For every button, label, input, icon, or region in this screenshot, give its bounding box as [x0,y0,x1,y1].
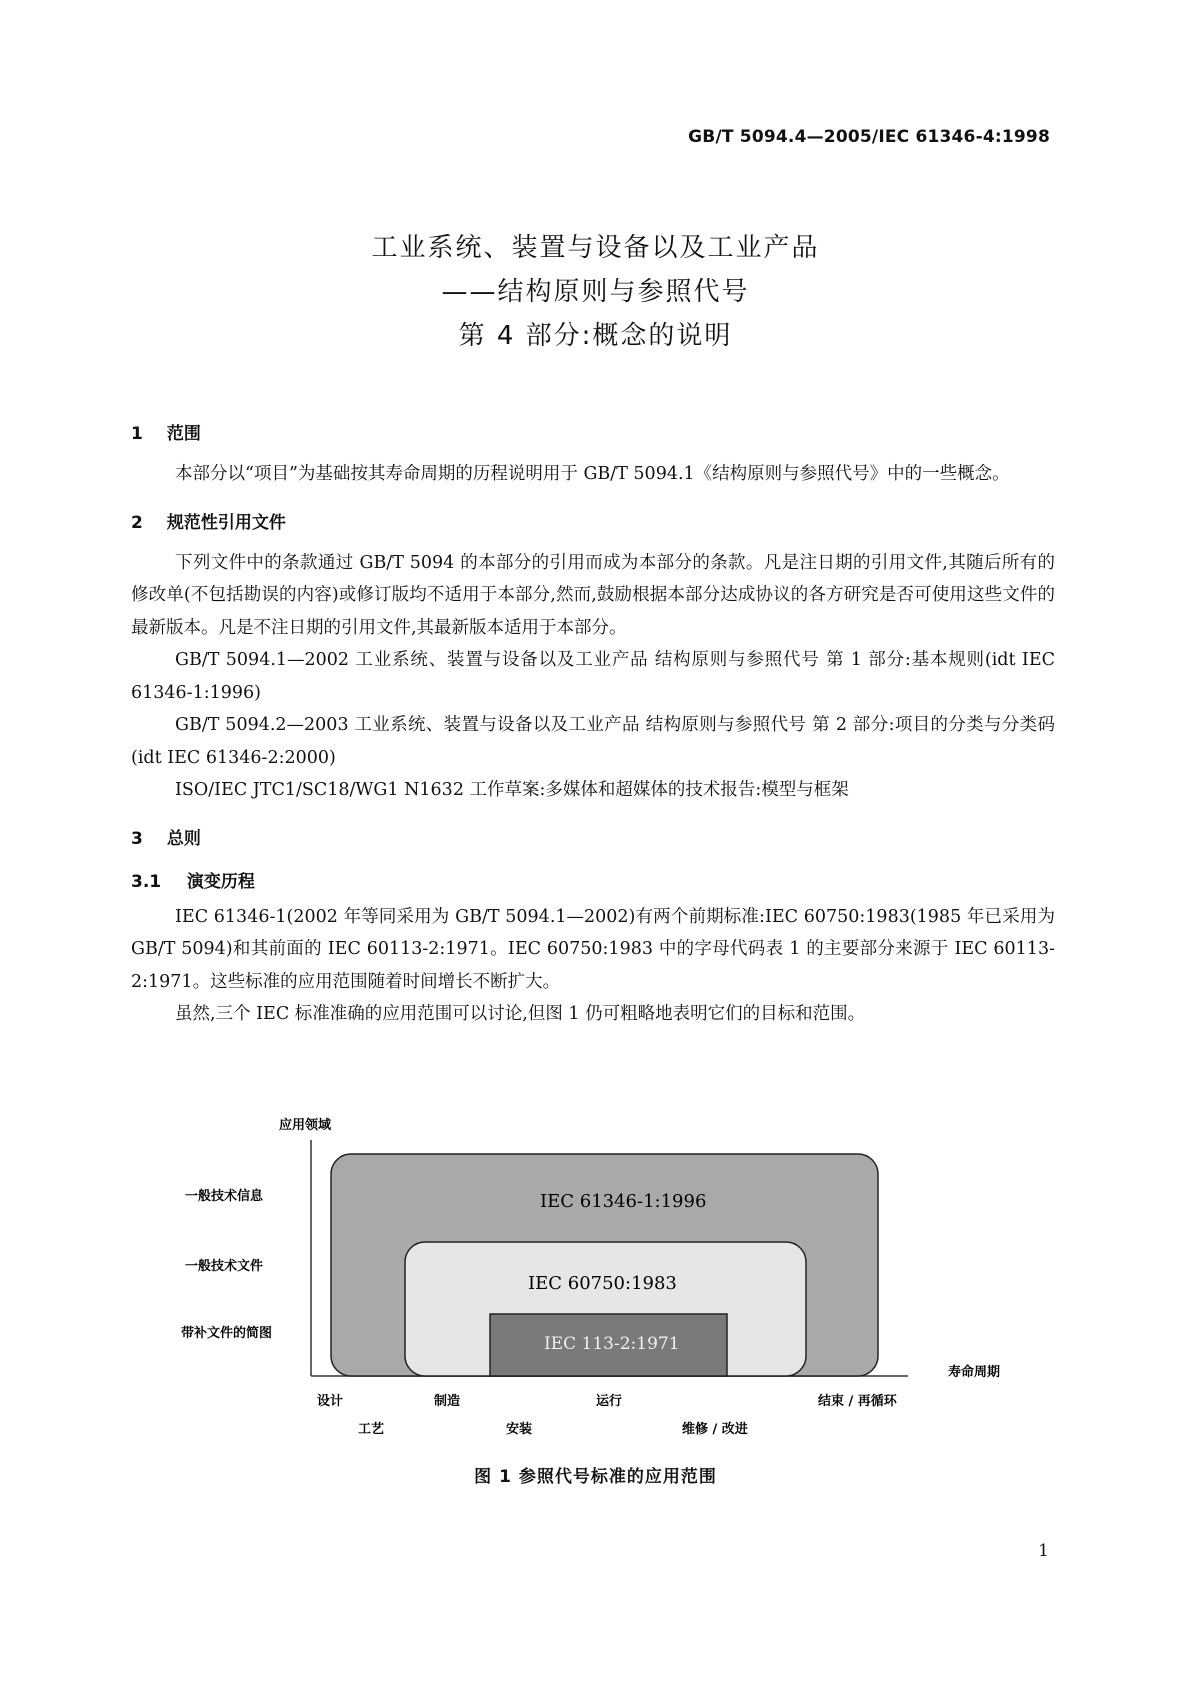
lifecycle-phase-label: 安装 [506,1422,533,1437]
lifecycle-phase-label: 制造 [434,1394,461,1409]
section-3-1-heading [131,863,1055,901]
y-axis-label: 应用领域 [279,1118,332,1133]
lifecycle-phase-label: 运行 [596,1394,623,1409]
section-number: 1 [131,424,143,444]
section-1-paragraph: 本部分以“项目”为基础按其寿命周期的历程说明用于 GB/T 5094.1《结构原则与参照代号》中的一些概念。 [175,464,1010,484]
x-axis-label: 寿命周期 [948,1365,1001,1380]
section-number: 2 [131,512,143,533]
normative-reference: GB/T 5094.1—2002 工业系统、装置与设备以及工业产品 结构原则与参照代号 第 1 部分:基本规则(idt IEC 61346-1:1996) [131,650,1055,703]
lifecycle-phase-label: 设计 [317,1394,344,1409]
lifecycle-phase-label: 结束 / 再循环 [818,1394,897,1409]
figure-caption: 图 1 参照代号标准的应用范围 [474,1467,717,1487]
document-body [131,410,1055,1031]
title-line-1: 工业系统、装置与设备以及工业产品 [371,233,820,263]
section-title: 范围 [166,424,201,444]
iec-61346-1-label: IEC 61346-1:1996 [540,1191,707,1212]
section-2-heading [131,499,1055,547]
document-title [0,226,1191,358]
section-number: 3 [131,828,143,849]
title-line-2: ——结构原则与参照代号 [441,277,750,307]
scope-diagram [0,1100,1191,1500]
normative-reference: GB/T 5094.2—2003 工业系统、装置与设备以及工业产品 结构原则与参照代号 第 2 部分:项目的分类与分类码(idt IEC 61346-2:2000) [131,715,1055,768]
lifecycle-phase-label: 工艺 [358,1422,385,1437]
page-number: 1 [1038,1541,1049,1561]
figure-1 [0,1100,1191,1500]
normative-reference: ISO/IEC JTC1/SC18/WG1 N1632 工作草案:多媒体和超媒体的技术报告:模型与框架 [175,780,849,800]
standard-header: GB/T 5094.4—2005/IEC 61346-4:1998 [688,127,1050,147]
section-title: 总则 [166,828,201,849]
section-2-paragraph: 下列文件中的条款通过 GB/T 5094 的本部分的引用而成为本部分的条款。凡是注日期的引用文件,其随后所有的修改单(不包括勘误的内容)或修订版均不适用于本部分,然而,鼓励根据本部分达成协议的各方研究是否可使用这些文件的最新版本。凡是不注日期的引用文件,其最新版本适用于本部分。 [131,552,1055,638]
y-level-label: 一般技术文件 [185,1259,264,1274]
section-title: 演变历程 [186,871,255,892]
section-3-1-paragraph: 虽然,三个 IEC 标准准确的应用范围可以讨论,但图 1 仍可粗略地表明它们的目标和范围。 [175,1004,866,1024]
iec-60750-label: IEC 60750:1983 [528,1273,677,1294]
section-title: 规范性引用文件 [166,512,286,533]
y-level-label: 一般技术信息 [185,1189,264,1204]
title-line-3: 第 4 部分:概念的说明 [458,321,733,351]
section-1-heading [131,410,1055,458]
section-number: 3.1 [131,871,162,892]
iec-113-2-label: IEC 113-2:1971 [544,1334,680,1354]
section-3-heading [131,815,1055,863]
section-3-1-paragraph: IEC 61346-1(2002 年等同采用为 GB/T 5094.1—2002)有两个前期标准:IEC 60750:1983(1985 年已采用为 GB/T 5094)和其前面的 IEC 60113-2:1971。IEC 60750:1983 中的字母代码表 1 的主要部分来源于 IEC 60113-2:1971。这些标准的应用范围随着时间增长不断扩大。 [131,906,1055,992]
lifecycle-phase-label: 维修 / 改进 [682,1422,748,1437]
y-level-label: 带补文件的简图 [181,1326,273,1341]
